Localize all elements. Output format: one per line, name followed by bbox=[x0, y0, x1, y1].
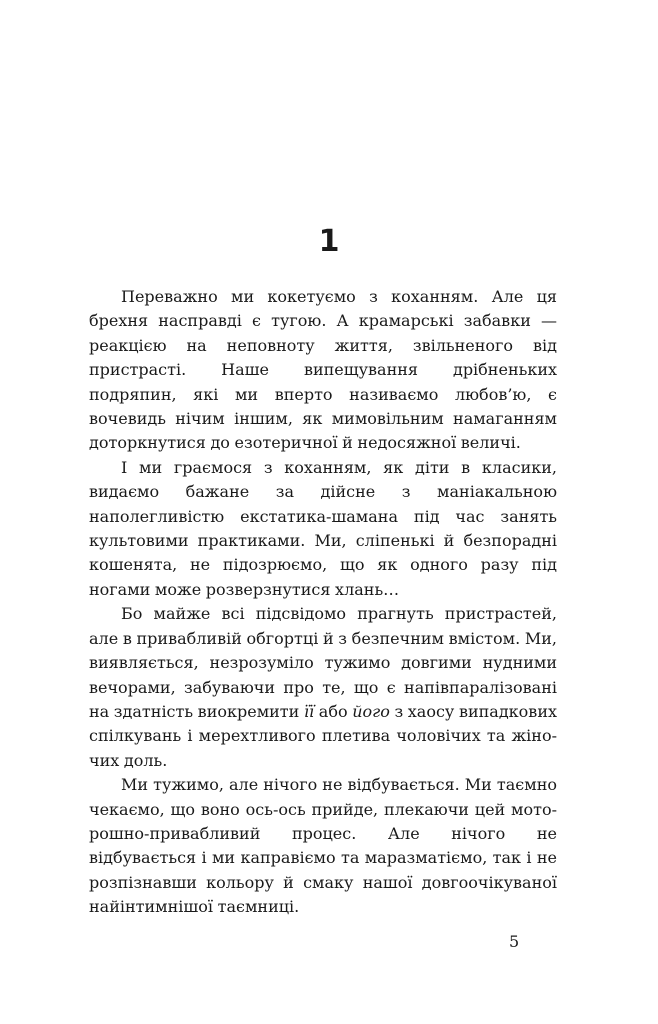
paragraph: Переважно ми кокетуємо з коханням. Але ця брехня насправді є тугою. А крамарські забавки — реакцією на неповноту життя, звільненого від пристрасті. Наше випещування дрібненьких подряпин, які ми вперто називаємо любов’ю, є вочевидь нічим іншим, як мимовільним намаганням доторкнутися до езотеричної й недосяжної величі. bbox=[89, 287, 557, 453]
page-number: 5 bbox=[509, 932, 520, 951]
paragraph: Ми тужимо, але нічого не відбувається. Ми таємно чекаємо, що воно ось-ось прийде, плекаючи цей моторошно-привабливий процес. Але нічого не відбувається і ми каправіємо та маразматіємо, так і не розпізнавши кольору й смаку нашої довгоочікуваної найінтимнішої таємниці. bbox=[89, 775, 557, 917]
paragraph-text: з хаосу випадкових спілкувань і мерехтливого плетива чоловічих та жіночих доль. bbox=[89, 701, 558, 770]
italic-word: її bbox=[303, 701, 315, 721]
chapter-number: 1 bbox=[318, 224, 340, 259]
body-text bbox=[89, 285, 557, 920]
paragraph-text: або bbox=[314, 701, 353, 721]
paragraph-text: Бо майже всі підсвідомо прагнуть пристрастей, але в привабливій обгортці й з безпечним вмістом. Ми, виявляється, незрозуміло тужимо довгими нудними вечорами, забуваючи про те, що є напівпаралізовані на здатність виокремити bbox=[89, 604, 557, 721]
italic-word: його bbox=[352, 701, 390, 721]
paragraph: І ми граємося з коханням, як діти в класики, видаємо бажане за дійсне з маніакальною наполегливістю екстатика-шамана під час занять культовими практиками. Ми, сліпенькі й безпорадні кошенята, не підозрюємо, що як одного разу під ногами може розверзнутися хлань… bbox=[89, 457, 557, 599]
paragraph bbox=[89, 602, 557, 773]
